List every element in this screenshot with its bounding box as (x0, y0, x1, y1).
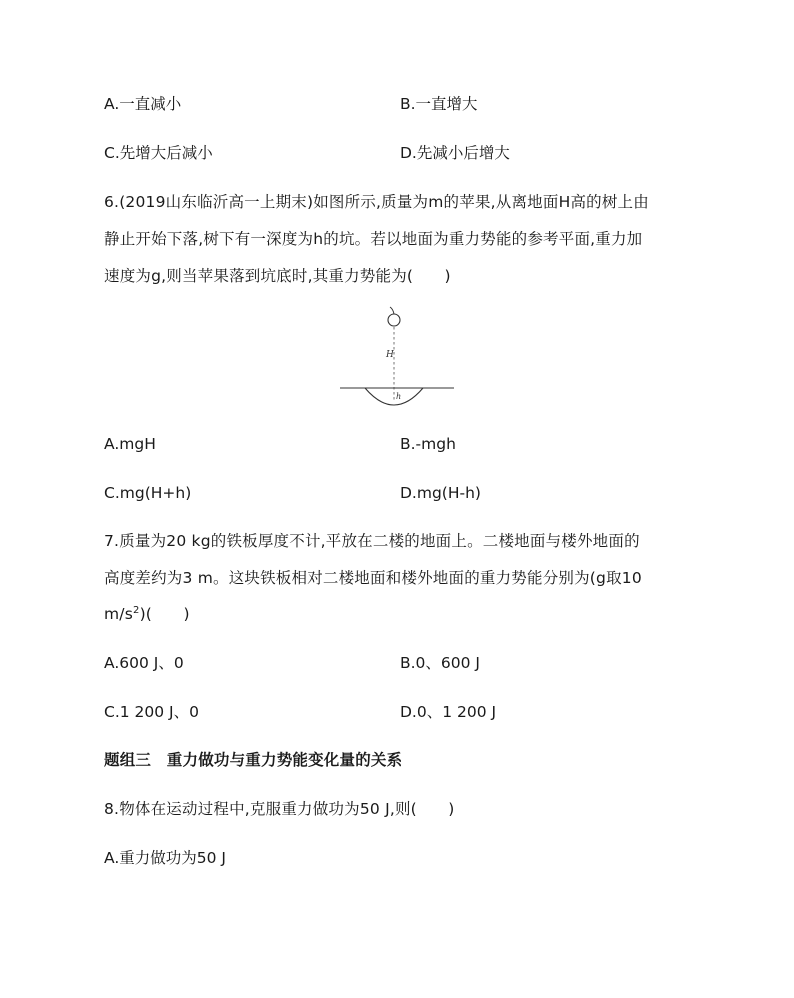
q7-unit: m/s (104, 605, 133, 623)
q6-option-d: D.mg(H-h) (400, 484, 481, 502)
height-label-H: H (386, 350, 394, 360)
q7-unit-exponent: 2 (133, 605, 140, 616)
depth-label-h: h (396, 392, 402, 401)
q6-option-a: A.mgH (104, 435, 156, 453)
q7-option-b: B.0、600 J (400, 654, 481, 672)
q5-option-b: B.一直增大 (400, 95, 478, 113)
q6-option-c: C.mg(H+h) (104, 484, 192, 502)
q5-option-d: D.先减小后增大 (400, 144, 510, 162)
q5-option-c: C.先增大后减小 (104, 144, 213, 162)
q6-stem-line-3: 速度为g,则当苹果落到坑底时,其重力势能为( ) (104, 267, 451, 285)
q7-stem-line-3 (104, 604, 190, 624)
q6-option-b: B.-mgh (400, 435, 456, 453)
q7-stem-line-1: 7.质量为20 kg的铁板厚度不计,平放在二楼的地面上。二楼地面与楼外地面的 (104, 532, 640, 550)
q7-stem-line-2: 高度差约为3 m。这块铁板相对二楼地面和楼外地面的重力势能分别为(g取10 (104, 569, 642, 587)
q7-option-a: A.600 J、0 (104, 654, 184, 672)
q6-stem-line-2: 静止开始下落,树下有一深度为h的坑。若以地面为重力势能的参考平面,重力加 (104, 230, 643, 248)
apple-icon (388, 307, 400, 326)
pit-outline (365, 388, 423, 405)
q7-option-c: C.1 200 J、0 (104, 703, 199, 721)
q7-stem-tail: )( ) (139, 605, 190, 623)
q8-option-a: A.重力做功为50 J (104, 849, 226, 867)
q5-option-a: A.一直减小 (104, 95, 182, 113)
q7-option-d: D.0、1 200 J (400, 703, 497, 721)
q6-stem-line-1: 6.(2019山东临沂高一上期末)如图所示,质量为m的苹果,从离地面H高的树上由 (104, 193, 649, 211)
section-heading: 题组三 重力做功与重力势能变化量的关系 (104, 751, 403, 769)
q8-stem-line-1: 8.物体在运动过程中,克服重力做功为50 J,则( ) (104, 800, 455, 818)
apple-pit-figure (330, 300, 465, 410)
